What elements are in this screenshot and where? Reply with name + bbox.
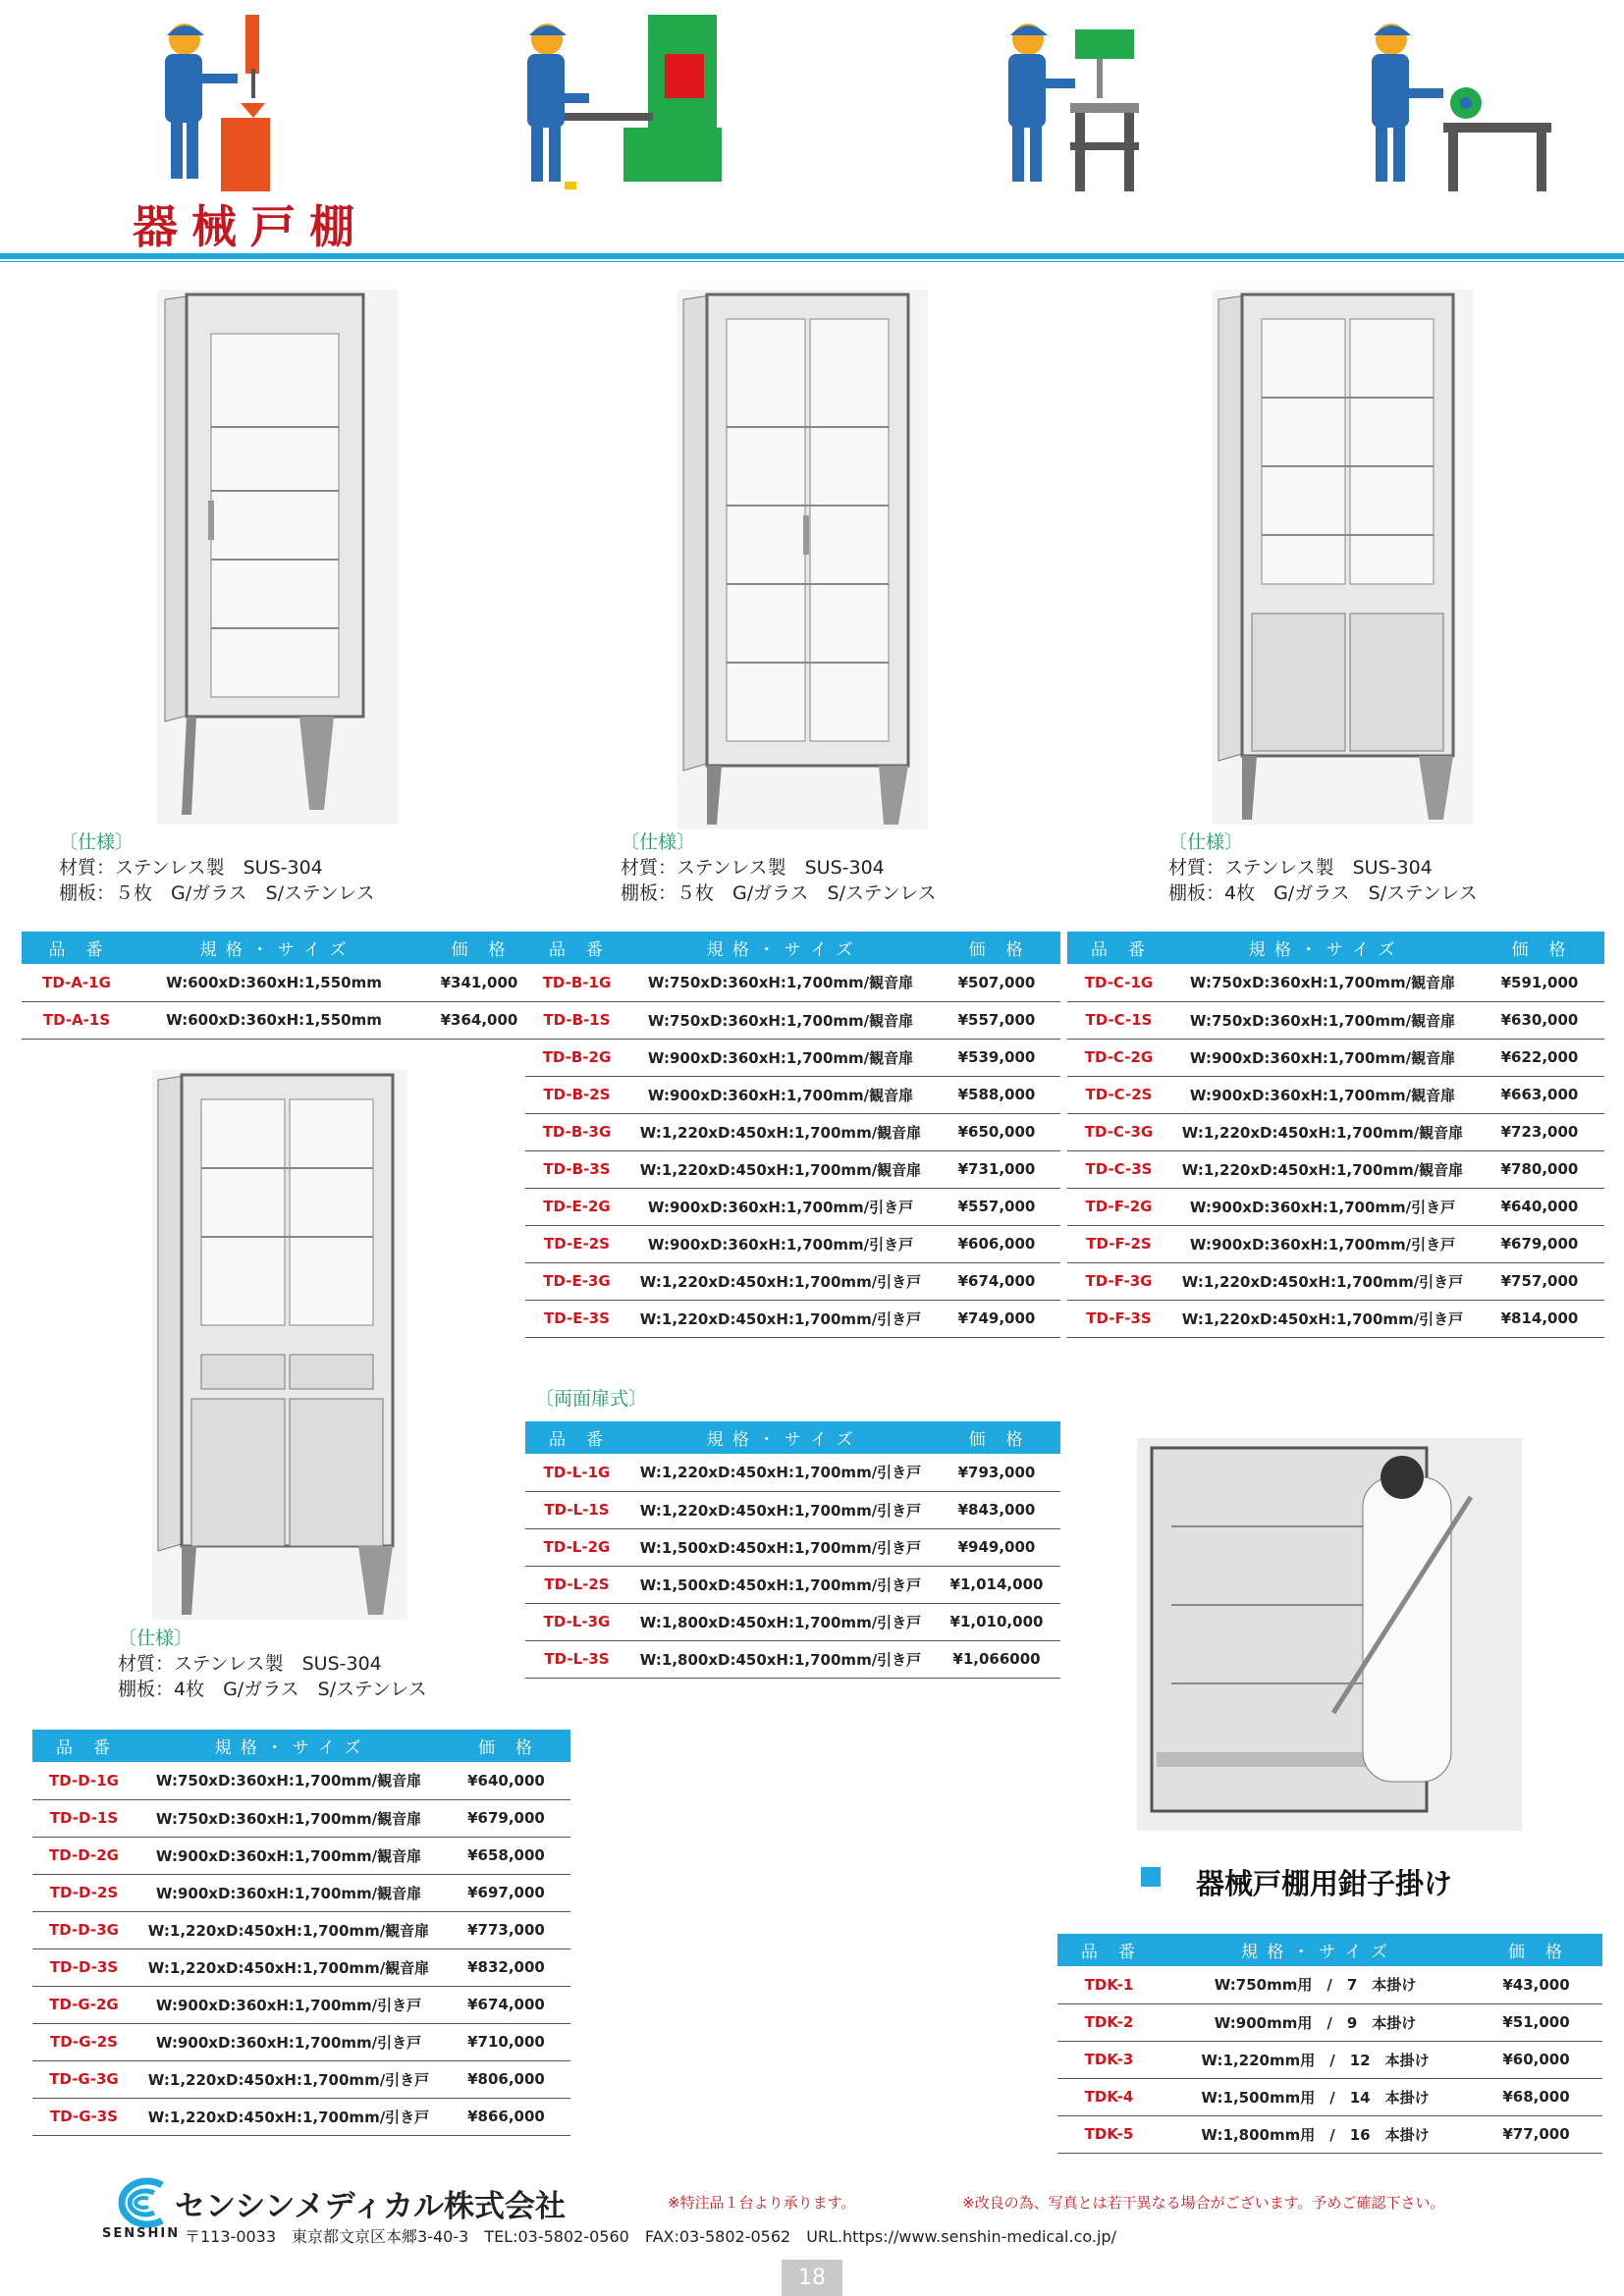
product-code: TD-F-3G	[1067, 1262, 1170, 1300]
table-row	[32, 2023, 570, 2060]
table-row	[1067, 1076, 1604, 1113]
table-row	[525, 1566, 1060, 1603]
product-price: ¥43,000	[1470, 1966, 1602, 2003]
product-code: TD-B-1G	[525, 964, 628, 1001]
spec-d-material: 材質：ステンレス製 SUS-304	[118, 1653, 382, 1675]
product-size: W:900xD:360xH:1,700mm/観音扉	[1170, 1039, 1475, 1076]
product-size: W:1,220xD:450xH:1,700mm/引き戸	[135, 2060, 442, 2098]
product-size: W:1,800xD:450xH:1,700mm/引き戸	[628, 1603, 933, 1640]
product-size: W:900xD:360xH:1,700mm/観音扉	[1170, 1076, 1475, 1113]
product-code: TD-F-2S	[1067, 1225, 1170, 1262]
product-size: W:900mm用 / 9 本掛け	[1161, 2003, 1470, 2041]
page-title: 器械戸棚	[133, 200, 368, 253]
product-code: TD-L-1G	[525, 1454, 628, 1491]
company-address: 〒113-0033 東京都文京区本郷3-40-3 TEL:03-5802-0560 FAX:03-5802-0562 URL.https://www.senshin-medical.co.jp/	[185, 2227, 1116, 2246]
table-row	[525, 1039, 1060, 1076]
spec-c-material: 材質：ステンレス製 SUS-304	[1168, 857, 1433, 879]
price-table-b	[525, 932, 1060, 1338]
product-price: ¥723,000	[1475, 1113, 1604, 1150]
product-size: W:750xD:360xH:1,700mm/観音扉	[135, 1762, 442, 1799]
cabinet-c-photo	[1213, 290, 1473, 825]
product-size: W:900xD:360xH:1,700mm/観音扉	[135, 1837, 442, 1874]
header-size: 規 格 ・ サ イ ズ	[628, 1421, 933, 1454]
header-price: 価 格	[933, 1421, 1060, 1454]
table-row	[1067, 1225, 1604, 1262]
product-code: TD-D-2S	[32, 1874, 135, 1911]
product-code: TD-D-3G	[32, 1911, 135, 1949]
product-code: TD-D-3S	[32, 1949, 135, 1986]
product-price: ¥710,000	[442, 2023, 570, 2060]
product-price: ¥731,000	[933, 1150, 1060, 1188]
table-row	[1067, 1300, 1604, 1337]
table-row	[525, 1113, 1060, 1150]
spec-b	[621, 829, 937, 906]
table-row	[1067, 1150, 1604, 1188]
product-price: ¥674,000	[933, 1262, 1060, 1300]
product-size: W:900xD:360xH:1,700mm/引き戸	[1170, 1225, 1475, 1262]
product-size: W:1,220xD:450xH:1,700mm/引き戸	[1170, 1300, 1475, 1337]
product-price: ¥68,000	[1470, 2078, 1602, 2115]
product-price: ¥630,000	[1475, 1001, 1604, 1039]
price-table-tdk	[1057, 1934, 1602, 2154]
product-price: ¥832,000	[442, 1949, 570, 1986]
product-size: W:600xD:360xH:1,550mm	[132, 964, 416, 1001]
table-row	[1067, 964, 1604, 1001]
product-price: ¥866,000	[442, 2098, 570, 2135]
product-size: W:900xD:360xH:1,700mm/引き戸	[628, 1188, 933, 1225]
header-price: 価 格	[442, 1730, 570, 1762]
header-code: 品 番	[525, 1421, 628, 1454]
product-price: ¥806,000	[442, 2060, 570, 2098]
product-price: ¥606,000	[933, 1225, 1060, 1262]
product-size: W:750xD:360xH:1,700mm/観音扉	[628, 964, 933, 1001]
worker-press-icon	[147, 10, 285, 191]
product-code: TD-B-3G	[525, 1113, 628, 1150]
table-row	[1057, 2041, 1602, 2078]
table-row	[525, 1528, 1060, 1566]
product-size: W:1,220xD:450xH:1,700mm/引き戸	[135, 2098, 442, 2135]
table-row	[525, 1491, 1060, 1528]
price-table-a	[22, 932, 542, 1040]
company-logo-icon	[103, 2177, 174, 2228]
spec-b-material: 材質：ステンレス製 SUS-304	[621, 857, 885, 879]
header-size: 規 格 ・ サ イ ズ	[1161, 1934, 1470, 1966]
table-row	[1067, 1113, 1604, 1150]
product-price: ¥557,000	[933, 1188, 1060, 1225]
price-table-c	[1067, 932, 1604, 1338]
product-size: W:1,800mm用 / 16 本掛け	[1161, 2115, 1470, 2153]
product-price: ¥507,000	[933, 964, 1060, 1001]
product-code: TD-L-2G	[525, 1528, 628, 1566]
product-code: TD-E-3G	[525, 1262, 628, 1300]
product-size: W:1,220xD:450xH:1,700mm/観音扉	[1170, 1150, 1475, 1188]
header-price: 価 格	[416, 932, 542, 964]
product-price: ¥539,000	[933, 1039, 1060, 1076]
product-price: ¥622,000	[1475, 1039, 1604, 1076]
product-code: TD-B-3S	[525, 1150, 628, 1188]
product-size: W:900xD:360xH:1,700mm/引き戸	[135, 1986, 442, 2023]
header-code: 品 番	[1057, 1934, 1161, 1966]
product-price: ¥697,000	[442, 1874, 570, 1911]
product-price: ¥757,000	[1475, 1262, 1604, 1300]
header-size: 規 格 ・ サ イ ズ	[1170, 932, 1475, 964]
double-door-label: 〔両面扉式〕	[535, 1388, 648, 1410]
product-code: TD-C-2S	[1067, 1076, 1170, 1113]
product-price: ¥60,000	[1470, 2041, 1602, 2078]
product-price: ¥749,000	[933, 1300, 1060, 1337]
product-price: ¥679,000	[442, 1799, 570, 1837]
product-size: W:1,500xD:450xH:1,700mm/引き戸	[628, 1528, 933, 1566]
product-code: TD-C-1S	[1067, 1001, 1170, 1039]
product-size: W:750xD:360xH:1,700mm/観音扉	[1170, 1001, 1475, 1039]
product-code: TD-G-2G	[32, 1986, 135, 2023]
table-row	[525, 1188, 1060, 1225]
spec-a-shelves: 棚板：５枚 G/ガラス S/ステンレス	[59, 882, 375, 904]
product-price: ¥773,000	[442, 1911, 570, 1949]
table-row	[525, 1001, 1060, 1039]
company-name-en: SENSHIN	[102, 2226, 181, 2241]
spec-d	[118, 1626, 427, 1702]
product-size: W:1,220xD:450xH:1,700mm/引き戸	[628, 1262, 933, 1300]
product-price: ¥640,000	[442, 1762, 570, 1799]
spec-d-label: 〔仕様〕	[118, 1628, 193, 1649]
product-size: W:1,220xD:450xH:1,700mm/引き戸	[1170, 1262, 1475, 1300]
table-row	[1057, 2115, 1602, 2153]
company-name: センシンメディカル株式会社	[175, 2189, 567, 2224]
product-code: TD-L-3S	[525, 1640, 628, 1678]
table-row	[525, 1225, 1060, 1262]
product-size: W:1,220xD:450xH:1,700mm/引き戸	[628, 1454, 933, 1491]
header-code: 品 番	[32, 1730, 135, 1762]
product-price: ¥793,000	[933, 1454, 1060, 1491]
product-price: ¥949,000	[933, 1528, 1060, 1566]
improvement-note: ※改良の為、写真とは若干異なる場合がございます。予めご確認下さい。	[962, 2194, 1445, 2212]
product-code: TDK-4	[1057, 2078, 1161, 2115]
price-table-d	[32, 1730, 570, 2136]
table-row	[1057, 2003, 1602, 2041]
header-size: 規 格 ・ サ イ ズ	[135, 1730, 442, 1762]
worker-machine-icon	[506, 10, 731, 191]
product-price: ¥679,000	[1475, 1225, 1604, 1262]
forceps-hanger-photo	[1137, 1438, 1522, 1831]
product-code: TD-L-2S	[525, 1566, 628, 1603]
product-size: W:1,220xD:450xH:1,700mm/観音扉	[135, 1949, 442, 1986]
table-row	[32, 1762, 570, 1799]
product-price: ¥674,000	[442, 1986, 570, 2023]
header-rule	[0, 253, 1624, 259]
product-price: ¥650,000	[933, 1113, 1060, 1150]
table-row	[1067, 1039, 1604, 1076]
product-price: ¥1,066000	[933, 1640, 1060, 1678]
product-code: TD-L-1S	[525, 1491, 628, 1528]
product-size: W:1,220xD:450xH:1,700mm/引き戸	[628, 1491, 933, 1528]
table-row	[525, 964, 1060, 1001]
product-size: W:1,220mm用 / 12 本掛け	[1161, 2041, 1470, 2078]
product-code: TD-A-1G	[22, 964, 132, 1001]
spec-c-shelves: 棚板：4枚 G/ガラス S/ステンレス	[1168, 882, 1478, 904]
product-price: ¥77,000	[1470, 2115, 1602, 2153]
table-row	[525, 1150, 1060, 1188]
spec-b-shelves: 棚板：５枚 G/ガラス S/ステンレス	[621, 882, 937, 904]
product-size: W:750mm用 / 7 本掛け	[1161, 1966, 1470, 2003]
table-row	[32, 1986, 570, 2023]
product-size: W:1,220xD:450xH:1,700mm/引き戸	[628, 1300, 933, 1337]
product-size: W:750xD:360xH:1,700mm/観音扉	[1170, 964, 1475, 1001]
spec-a-material: 材質：ステンレス製 SUS-304	[59, 857, 323, 879]
product-size: W:900xD:360xH:1,700mm/引き戸	[628, 1225, 933, 1262]
product-size: W:750xD:360xH:1,700mm/観音扉	[628, 1001, 933, 1039]
table-row	[32, 1874, 570, 1911]
product-size: W:900xD:360xH:1,700mm/観音扉	[135, 1874, 442, 1911]
product-code: TD-A-1S	[22, 1001, 132, 1039]
price-table-l	[525, 1421, 1060, 1679]
cabinet-a-photo	[157, 290, 398, 825]
worker-drill-icon	[987, 10, 1173, 191]
product-size: W:1,500xD:450xH:1,700mm/引き戸	[628, 1566, 933, 1603]
product-size: W:1,220xD:450xH:1,700mm/観音扉	[1170, 1113, 1475, 1150]
product-price: ¥780,000	[1475, 1150, 1604, 1188]
product-code: TDK-5	[1057, 2115, 1161, 2153]
table-row	[22, 964, 542, 1001]
table-row	[32, 1949, 570, 1986]
product-code: TD-C-3S	[1067, 1150, 1170, 1188]
product-code: TD-D-1G	[32, 1762, 135, 1799]
worker-grinder-icon	[1350, 10, 1561, 191]
table-row	[1067, 1262, 1604, 1300]
table-row	[32, 1799, 570, 1837]
table-row	[32, 2098, 570, 2135]
table-row	[525, 1300, 1060, 1337]
table-row	[525, 1262, 1060, 1300]
forceps-hanger-title: 器械戸棚用鉗子掛け	[1196, 1867, 1453, 1900]
table-row	[32, 1911, 570, 1949]
product-price: ¥640,000	[1475, 1188, 1604, 1225]
product-size: W:900xD:360xH:1,700mm/引き戸	[1170, 1188, 1475, 1225]
product-price: ¥591,000	[1475, 964, 1604, 1001]
product-code: TD-D-1S	[32, 1799, 135, 1837]
product-size: W:750xD:360xH:1,700mm/観音扉	[135, 1799, 442, 1837]
cabinet-d-photo	[152, 1070, 407, 1620]
table-row	[525, 1454, 1060, 1491]
header-price: 価 格	[1475, 932, 1604, 964]
product-price: ¥658,000	[442, 1837, 570, 1874]
header-code: 品 番	[525, 932, 628, 964]
header-size: 規 格 ・ サ イ ズ	[132, 932, 416, 964]
product-price: ¥814,000	[1475, 1300, 1604, 1337]
product-code: TD-D-2G	[32, 1837, 135, 1874]
product-code: TD-C-2G	[1067, 1039, 1170, 1076]
product-code: TD-G-3S	[32, 2098, 135, 2135]
product-price: ¥588,000	[933, 1076, 1060, 1113]
product-code: TD-B-2S	[525, 1076, 628, 1113]
custom-order-note: ※特注品１台より承ります。	[668, 2194, 856, 2212]
product-code: TDK-2	[1057, 2003, 1161, 2041]
product-price: ¥51,000	[1470, 2003, 1602, 2041]
header-rule-thin	[0, 261, 1624, 262]
product-price: ¥364,000	[416, 1001, 542, 1039]
product-code: TDK-1	[1057, 1966, 1161, 2003]
spec-d-shelves: 棚板：4枚 G/ガラス S/ステンレス	[118, 1679, 427, 1700]
header-price: 価 格	[1470, 1934, 1602, 1966]
spec-a	[59, 829, 375, 906]
product-code: TD-E-2G	[525, 1188, 628, 1225]
product-code: TD-E-3S	[525, 1300, 628, 1337]
table-row	[1057, 2078, 1602, 2115]
spec-c-label: 〔仕様〕	[1168, 831, 1244, 853]
table-row	[32, 1837, 570, 1874]
product-size: W:900xD:360xH:1,700mm/観音扉	[628, 1076, 933, 1113]
section-bullet-icon	[1141, 1867, 1161, 1887]
header-code: 品 番	[22, 932, 132, 964]
product-size: W:600xD:360xH:1,550mm	[132, 1001, 416, 1039]
product-price: ¥1,014,000	[933, 1566, 1060, 1603]
product-size: W:1,220xD:450xH:1,700mm/観音扉	[628, 1150, 933, 1188]
spec-c	[1168, 829, 1478, 906]
table-row	[32, 2060, 570, 2098]
product-price: ¥663,000	[1475, 1076, 1604, 1113]
product-code: TD-L-3G	[525, 1603, 628, 1640]
product-code: TD-E-2S	[525, 1225, 628, 1262]
cabinet-b-photo	[677, 290, 928, 829]
spec-b-label: 〔仕様〕	[621, 831, 696, 853]
product-size: W:1,220xD:450xH:1,700mm/観音扉	[135, 1911, 442, 1949]
product-size: W:1,500mm用 / 14 本掛け	[1161, 2078, 1470, 2115]
header-size: 規 格 ・ サ イ ズ	[628, 932, 933, 964]
product-price: ¥1,010,000	[933, 1603, 1060, 1640]
product-code: TD-G-2S	[32, 2023, 135, 2060]
product-size: W:900xD:360xH:1,700mm/引き戸	[135, 2023, 442, 2060]
product-price: ¥557,000	[933, 1001, 1060, 1039]
table-row	[1067, 1188, 1604, 1225]
product-price: ¥341,000	[416, 964, 542, 1001]
product-size: W:1,220xD:450xH:1,700mm/観音扉	[628, 1113, 933, 1150]
table-row	[525, 1640, 1060, 1678]
header-code: 品 番	[1067, 932, 1170, 964]
product-code: TD-G-3G	[32, 2060, 135, 2098]
product-code: TD-C-3G	[1067, 1113, 1170, 1150]
product-code: TD-B-1S	[525, 1001, 628, 1039]
table-row	[525, 1076, 1060, 1113]
product-code: TD-F-2G	[1067, 1188, 1170, 1225]
table-row	[1067, 1001, 1604, 1039]
product-size: W:900xD:360xH:1,700mm/観音扉	[628, 1039, 933, 1076]
product-code: TD-C-1G	[1067, 964, 1170, 1001]
table-row	[525, 1603, 1060, 1640]
product-code: TD-F-3S	[1067, 1300, 1170, 1337]
table-row	[22, 1001, 542, 1039]
product-size: W:1,800xD:450xH:1,700mm/引き戸	[628, 1640, 933, 1678]
header-price: 価 格	[933, 932, 1060, 964]
product-price: ¥843,000	[933, 1491, 1060, 1528]
product-code: TDK-3	[1057, 2041, 1161, 2078]
spec-a-label: 〔仕様〕	[59, 831, 135, 853]
table-row	[1057, 1966, 1602, 2003]
page-number: 18	[782, 2260, 842, 2296]
product-code: TD-B-2G	[525, 1039, 628, 1076]
